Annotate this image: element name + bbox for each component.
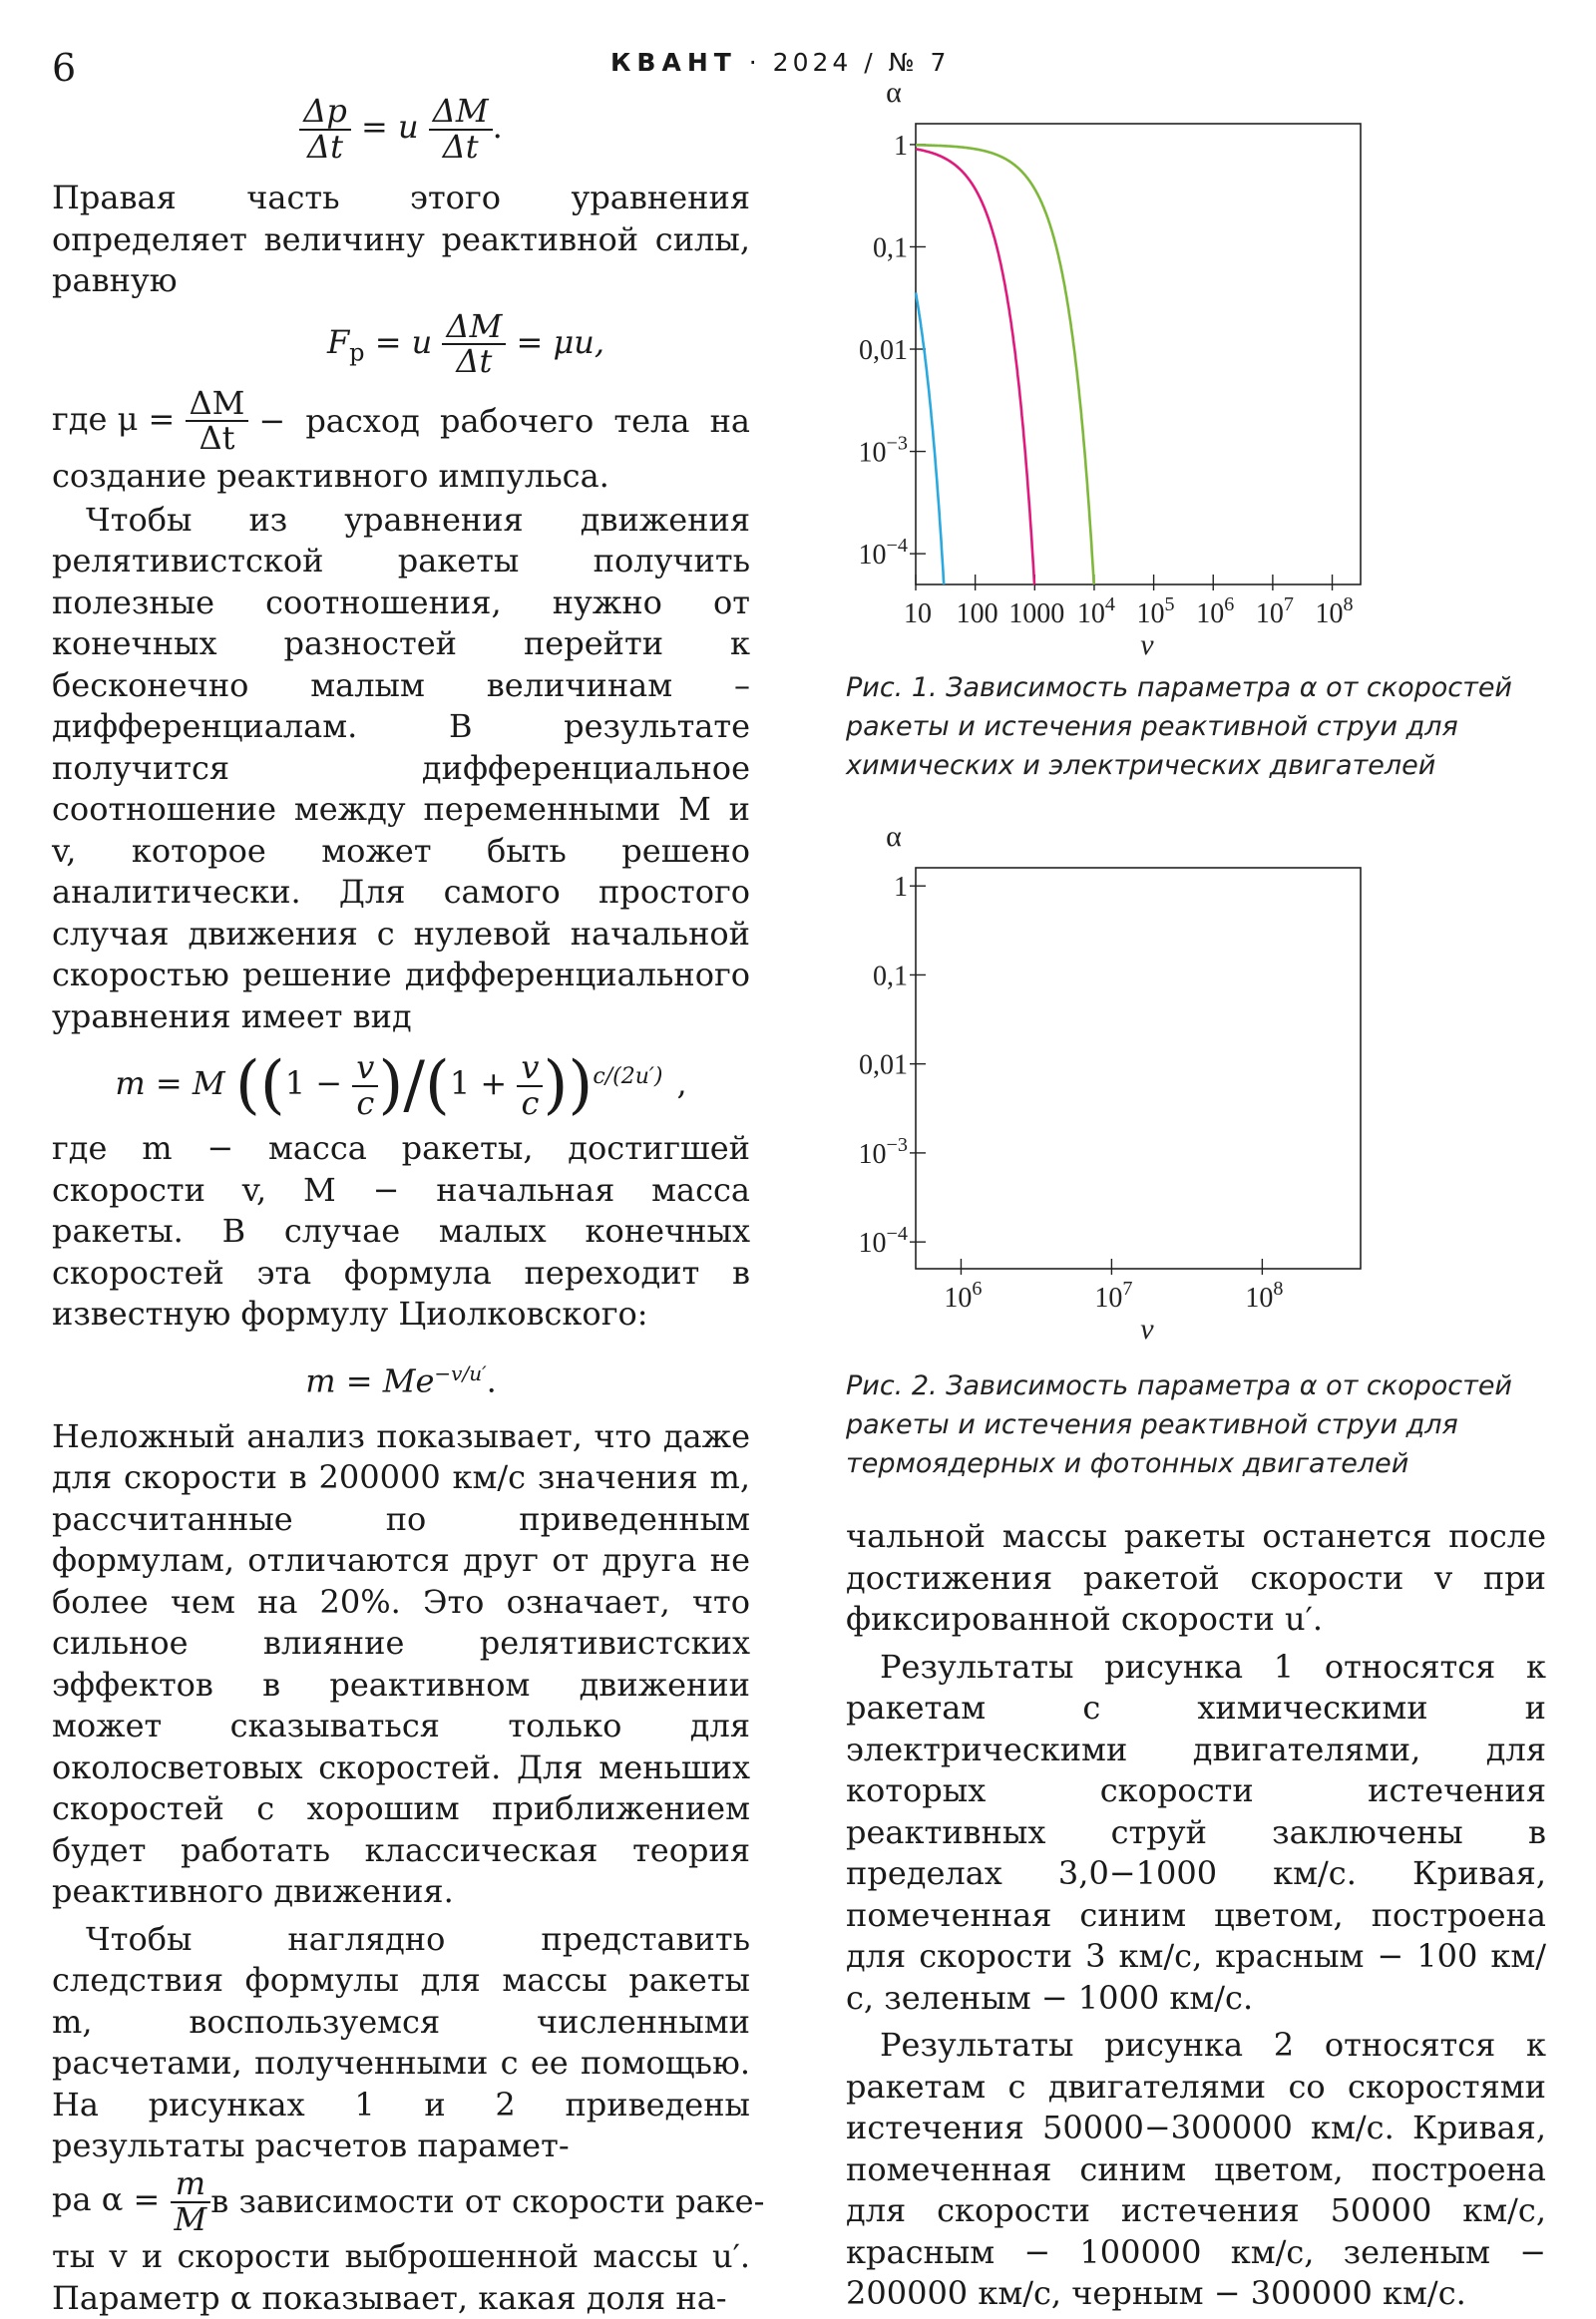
alpha-definition: ра α = $\frac{m}{M}$ в зависимости от скорости раке- [52,2163,765,2238]
y-tick-label: $10^{-3}$ [858,432,908,469]
figure-1-chart [818,76,1556,668]
y-tick-label: 1 [894,872,908,904]
x-axis-label: v [1140,1313,1154,1346]
paragraph: где m − масса ракеты, достигшей скорости v, M − начальная масса ракеты. В случае малых конечных скоростей эта формула переходит в известную формулу Циолковского: [52,1129,750,1334]
paragraph: Чтобы наглядно представить следствия формулы для массы ракеты m, воспользуемся численными расчетами, полученными с ее помощью. На рисунках 1 и 2 приведены результаты расчетов парамет- [52,1919,750,2165]
journal-title: КВАНТ [610,48,737,77]
y-tick-label: 0,01 [859,1049,908,1081]
x-tick-label: 10 [904,598,932,629]
y-tick-label: $10^{-4}$ [858,1223,908,1260]
relativistic-rocket-formula: m = M ((1 − $\frac{v}{c}$ )/(1 + $\frac{v}{c}$ ))$^{c/(2u')}$ , [115,1047,687,1122]
x-tick-label: 100 [956,598,998,629]
x-tick-label: $10^6$ [1196,593,1235,629]
x-tick-label: $10^4$ [1076,593,1115,629]
y-axis-label: α [886,820,902,853]
mass-flow-definition: где μ = $\frac{\Delta M}{\Delta t}$ − расход рабочего тела на [52,383,750,458]
series-line [916,292,944,584]
y-tick-label: 0,01 [859,335,908,367]
x-tick-label: $10^6$ [944,1278,983,1314]
paragraph: Результаты рисунка 2 относятся к ракетам с двигателями со скоростями истечения 50000−300000 км/с. Кривая, помеченная синим цветом, построена для скорости истечения 50000 км/с, красным − 100000 км/с, зеленым − 200000 км/с, черным − 300000 км/с. [846,2026,1546,2312]
x-tick-label: 1000 [1008,598,1065,629]
x-tick-label: $10^8$ [1315,593,1354,629]
x-tick-label: $10^7$ [1255,593,1294,629]
paragraph: чальной массы ракеты останется после достижения ракетой скорости v при фиксированной скорости u′. [846,1517,1546,1638]
paragraph: создание реактивного импульса. [52,457,609,496]
paragraph: Чтобы из уравнения движения релятивистской ракеты получить полезные соотношения, нужно от конечных разностей перейти к бесконечно малым величинам – дифференциалам. В результате получится дифференциальное соотношение между переменными M и v, которое может быть решено аналитически. Для самого простого случая движения с нулевой начальной скоростью решение дифференциального уравнения имеет вид [52,500,750,1035]
paragraph: Правая часть этого уравнения определяет величину реактивной силы, равную [52,179,750,300]
reactive-force-formula: $F_р = u$ $\frac{\Delta M}{\Delta t}$ = μu, [326,306,605,381]
plot-frame [916,124,1361,584]
y-tick-label: $10^{-4}$ [858,535,908,572]
momentum-formula: $\frac{\Delta p}{\Delta t}$ = u $\frac{\Delta M}{\Delta t}$ . [52,95,750,164]
y-tick-label: 0,1 [873,232,908,264]
figure-1-caption: Рис. 1. Зависимость параметра α от скоростей ракеты и истечения реактивной струи для химических и электрических двигателей [846,672,1512,781]
journal-header [610,48,950,77]
paragraph: Неложный анализ показывает, что даже для скорости в 200000 км/с значения m, рассчитанные по приведенным формулам, отличаются друг от друга не более чем на 20%. Это означает, что сильное влияние релятивистских эффектов в реактивном движении может сказываться только для околосветовых скоростей. Для меньших скоростей с хорошим приближением будет работать классическая теория реактивного движения. [52,1416,750,1911]
plot-frame [916,868,1361,1269]
x-axis-label: v [1140,628,1154,661]
journal-issue: · 2024 / № 7 [748,48,951,77]
paragraph: ты v и скорости выброшенной массы u′. Параметр α показывает, какая доля на- [52,2237,750,2317]
page-number: 6 [52,46,77,90]
y-tick-label: 0,1 [873,961,908,992]
x-tick-label: $10^7$ [1094,1278,1133,1314]
paragraph: Результаты рисунка 1 относятся к ракетам с химическими и электрическими двигателями, для которых скорости истечения реактивных струй заключены в пределах 3,0−1000 км/с. Кривая, помеченная синим цветом, построена для скорости 3 км/с, красным − 100 км/с, зеленым − 1000 км/с. [846,1647,1546,2017]
left-column [52,92,765,2319]
x-tick-label: $10^5$ [1136,593,1175,629]
right-column [846,1516,1546,2315]
figure-2-chart [818,820,1556,1356]
series-line [916,149,1034,584]
series-line [916,145,1094,584]
tsiolkovsky-formula: $m = Me^{-v/u'}$. [305,1360,497,1400]
y-axis-label: α [886,76,902,109]
y-tick-label: 1 [894,130,908,162]
figure-2-caption: Рис. 2. Зависимость параметра α от скоростей ракеты и истечения реактивной струи для термоядерных и фотонных двигателей [846,1370,1512,1479]
x-tick-label: $10^8$ [1245,1278,1284,1314]
y-tick-label: $10^{-3}$ [858,1133,908,1170]
